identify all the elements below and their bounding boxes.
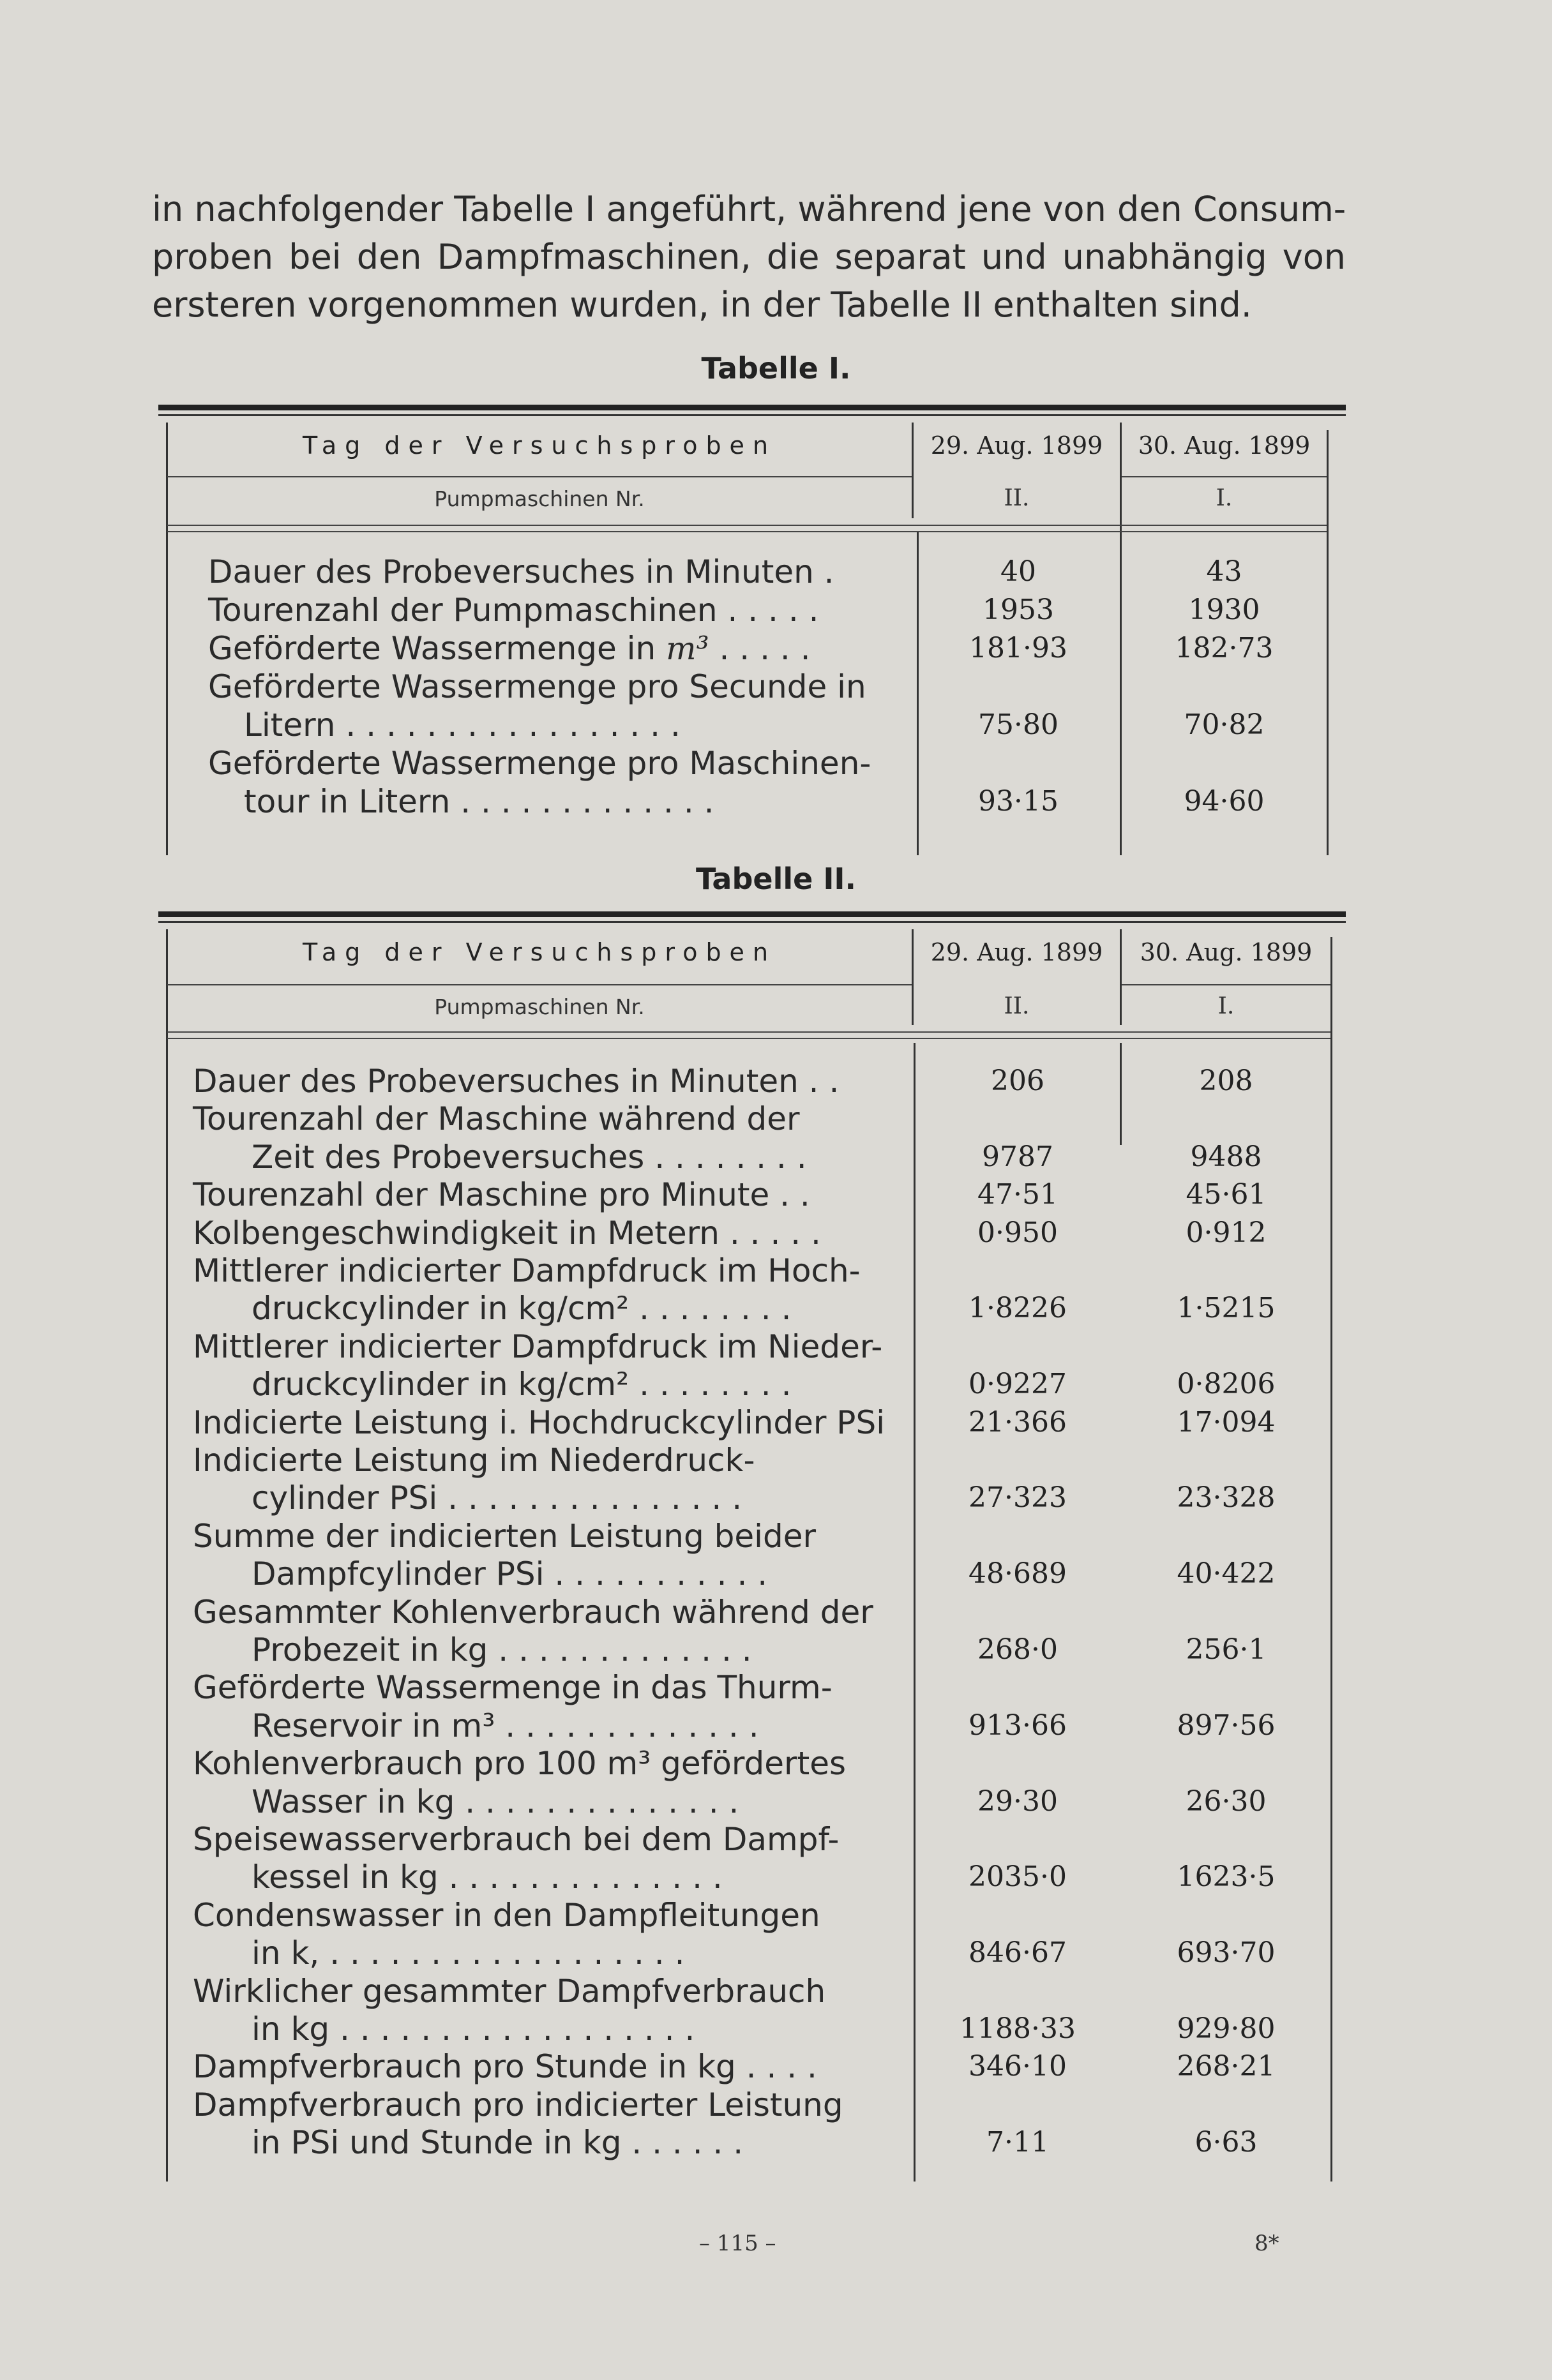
table1-row-value-col2: 1930: [1188, 594, 1260, 626]
table2-row-value-col1: 268·0: [977, 1633, 1058, 1666]
table2-col1-nr: II.: [1004, 993, 1030, 1019]
table1-caption: Tabelle I.: [701, 351, 851, 385]
table2-row-value-col2: 208: [1199, 1065, 1253, 1097]
table1-row-value-col2: 94·60: [1184, 785, 1265, 818]
table2-row-value-col1: 7·11: [986, 2126, 1049, 2159]
table2-row-value-col1: 29·30: [977, 1785, 1058, 1818]
table2-row-value-col2: 1623·5: [1177, 1860, 1276, 1894]
table2-top-rule: [158, 911, 1346, 917]
table2-row-value-col1: 47·51: [977, 1178, 1058, 1211]
table2-row-value-col1: 913·66: [968, 1709, 1067, 1742]
table2-header-rule: [167, 984, 912, 985]
row-leader: . . . . . . . . . . . . . . . . .: [335, 707, 681, 744]
table2-sub-label: Pumpmaschinen Nr.: [434, 994, 645, 1019]
table2-row-label-cont: Probezeit in kg . . . . . . . . . . . . .: [252, 1631, 752, 1668]
row-text: Litern: [244, 707, 336, 744]
table2-row-value-col2: 26·30: [1186, 1785, 1267, 1818]
table1-row-value-col2: 43: [1206, 555, 1242, 588]
table2-row-value-col1: 346·10: [968, 2050, 1067, 2083]
table2-row-label: Wirklicher gesammter Dampfverbrauch: [193, 1972, 826, 2010]
table2-header-rule-right: [1122, 984, 1330, 985]
table2-row-value-col2: 0·8206: [1177, 1368, 1276, 1401]
row-text: tour in Litern: [244, 783, 451, 820]
table2-divider-1-body: [914, 1043, 915, 2182]
table2-row-label-cont: druckcylinder in kg/cm² . . . . . . . .: [252, 1366, 792, 1403]
table1-row-value-col1: 40: [1000, 555, 1036, 588]
table1-col1-nr: II.: [1004, 485, 1030, 511]
table1-col2-date: 30. Aug. 1899: [1138, 431, 1311, 460]
intro-paragraph: [152, 185, 1346, 329]
table2-top-rule-thin: [158, 921, 1346, 923]
table2-row-value-col2: 6·63: [1194, 2126, 1258, 2159]
table1-col2-nr: I.: [1216, 485, 1233, 511]
table2-row-label: Dauer des Probeversuches in Minuten . .: [193, 1063, 840, 1100]
table2-caption: Tabelle II.: [695, 862, 857, 896]
row-text: Dauer des Probeversuches in Minuten: [208, 553, 814, 590]
table1-row-label-cont: [244, 782, 714, 821]
table2-row-value-col1: 0·9227: [968, 1368, 1067, 1401]
table1-col1-date: 29. Aug. 1899: [930, 431, 1103, 460]
table1-row-value-col2: 70·82: [1184, 708, 1265, 741]
table2-row-value-col1: 0·950: [977, 1216, 1058, 1249]
table2-row-value-col2: 693·70: [1177, 1936, 1276, 1970]
table1-row-value-col2: 182·73: [1175, 632, 1274, 664]
table1-top-rule-thin: [158, 414, 1346, 416]
table2-right-border: [1330, 937, 1332, 2182]
signature-mark: 8*: [1254, 2231, 1279, 2256]
table2-row-label: Tourenzahl der Maschine pro Minute . .: [193, 1176, 810, 1214]
row-text: Geförderte Wassermenge pro Maschinen-: [208, 745, 871, 782]
row-leader: . . . . .: [709, 630, 811, 667]
table2-row-label-cont: Zeit des Probeversuches . . . . . . . .: [252, 1138, 807, 1176]
table1-row-value-col1: 181·93: [969, 632, 1067, 664]
table1-row-label: [208, 629, 811, 668]
table2-header-label: Tag der Versuchsproben: [302, 938, 777, 966]
table2-left-border: [166, 929, 168, 2182]
table2-row-label-cont: Wasser in kg . . . . . . . . . . . . . .: [252, 1783, 739, 1820]
table2-row-value-col1: 48·689: [968, 1557, 1067, 1590]
table2-row-value-col2: 45·61: [1186, 1178, 1267, 1211]
row-leader: .: [813, 553, 834, 590]
table2-row-label: Tourenzahl der Maschine während der: [193, 1100, 800, 1138]
table2-row-label: Geförderte Wassermenge in das Thurm-: [193, 1669, 833, 1707]
table2-row-label-cont: druckcylinder in kg/cm² . . . . . . . .: [252, 1290, 792, 1328]
row-text: Geförderte Wassermenge in: [208, 630, 656, 667]
table1-row-value-col1: 93·15: [978, 785, 1059, 818]
table2-row-label: Speisewasserverbrauch bei dem Dampf-: [193, 1821, 840, 1858]
table1-header-rule: [167, 476, 912, 477]
table2-row-label-cont: in k, . . . . . . . . . . . . . . . . . .: [252, 1935, 685, 1972]
table2-row-value-col1: 27·323: [968, 1481, 1067, 1515]
table2-row-value-col1: 1188·33: [960, 2012, 1076, 2045]
table2-col1-date: 29. Aug. 1899: [930, 938, 1103, 966]
row-leader: . . . . . . . . . . . . .: [450, 783, 714, 820]
table2-row-value-col2: 1·5215: [1177, 1292, 1276, 1325]
table2-row-label: Summe der indicierten Leistung beider: [193, 1517, 817, 1555]
table2-row-label-cont: cylinder PSi . . . . . . . . . . . . . . .: [252, 1479, 742, 1517]
table2: [158, 911, 1346, 2182]
row-text: Tourenzahl der Pumpmaschinen: [208, 592, 718, 629]
table2-row-label-cont: in kg . . . . . . . . . . . . . . . . . .: [252, 2010, 695, 2047]
table2-row-value-col2: 23·328: [1177, 1481, 1276, 1515]
table1-header-label: Tag der Versuchsproben: [302, 431, 777, 460]
table2-header-double-rule: [167, 1031, 1330, 1039]
table2-row-label: Indicierte Leistung im Niederdruck-: [193, 1442, 755, 1479]
table2-col2-nr: I.: [1217, 993, 1235, 1019]
table2-col2-date: 30. Aug. 1899: [1140, 938, 1313, 966]
intro-line: ersteren vorgenommen wurden, in der Tabelle II enthalten sind.: [152, 285, 1252, 325]
table2-row-value-col2: 17·094: [1177, 1405, 1276, 1439]
table2-row-label: Dampfverbrauch pro indicierter Leistung: [193, 2086, 843, 2123]
table1: [158, 405, 1346, 855]
row-leader: . . . . .: [717, 592, 819, 629]
table2-row-value-col2: 40·422: [1177, 1557, 1276, 1590]
table1-row-value-col1: 75·80: [978, 708, 1059, 741]
table2-row-label: Gesammter Kohlenverbrauch während der: [193, 1593, 873, 1631]
table2-row-value-col2: 929·80: [1177, 2012, 1276, 2045]
table2-row-label-cont: Reservoir in m³ . . . . . . . . . . . . .: [252, 1707, 759, 1744]
table1-row-label: [208, 744, 871, 782]
table1-header-double-rule: [167, 525, 1327, 532]
page-number: – 115 –: [699, 2231, 776, 2256]
table2-row-value-col2: 9488: [1190, 1140, 1262, 1173]
table2-row-label: Kohlenverbrauch pro 100 m³ gefördertes: [193, 1745, 847, 1783]
table2-row-label-cont: in PSi und Stunde in kg . . . . . .: [252, 2124, 744, 2162]
table2-row-label: Indicierte Leistung i. Hochdruckcylinder PSi: [193, 1403, 885, 1441]
table1-header-rule-right: [1122, 476, 1327, 477]
row-text: Geförderte Wassermenge pro Secunde in: [208, 668, 866, 705]
table2-row-value-col1: 206: [991, 1065, 1044, 1097]
intro-line: in nachfolgender Tabelle I angeführt, während jene von den Consum-: [152, 189, 1346, 229]
table2-row-label: Mittlerer indicierter Dampfdruck im Nieder-: [193, 1328, 883, 1365]
table2-row-value-col2: 268·21: [1177, 2050, 1276, 2083]
table1-row-label: [208, 591, 819, 629]
table1-row-label-cont: [244, 706, 681, 744]
table2-row-label: Condenswasser in den Dampfleitungen: [193, 1896, 820, 1934]
table1-row-label: [208, 668, 866, 706]
table2-row-value-col1: 9787: [982, 1140, 1053, 1173]
table1-top-rule: [158, 405, 1346, 410]
table1-row-label: [208, 553, 834, 591]
table2-row-value-col1: 2035·0: [968, 1860, 1067, 1894]
intro-line: proben bei den Dampfmaschinen, die separat und unabhängig von: [152, 237, 1346, 277]
table1-row-value-col1: 1953: [983, 594, 1054, 626]
table2-row-label-cont: Dampfcylinder PSi . . . . . . . . . . .: [252, 1555, 768, 1593]
table2-row-label: Kolbengeschwindigkeit in Metern . . . . .: [193, 1214, 821, 1252]
table2-row-value-col2: 256·1: [1186, 1633, 1267, 1666]
table1-right-border: [1327, 430, 1329, 855]
table2-row-value-col1: 21·366: [968, 1405, 1067, 1439]
table2-row-label: Dampfverbrauch pro Stunde in kg . . . .: [193, 2048, 817, 2086]
unit-text: m³: [666, 630, 709, 667]
table2-row-value-col1: 1·8226: [968, 1292, 1067, 1325]
table1-sub-label: Pumpmaschinen Nr.: [434, 486, 645, 511]
table2-row-value-col1: 846·67: [968, 1936, 1067, 1970]
table2-row-label: Mittlerer indicierter Dampfdruck im Hoch-: [193, 1252, 861, 1289]
table2-row-label-cont: kessel in kg . . . . . . . . . . . . . .: [252, 1859, 723, 1896]
table2-row-value-col2: 897·56: [1177, 1709, 1276, 1742]
table2-row-value-col2: 0·912: [1186, 1216, 1267, 1249]
